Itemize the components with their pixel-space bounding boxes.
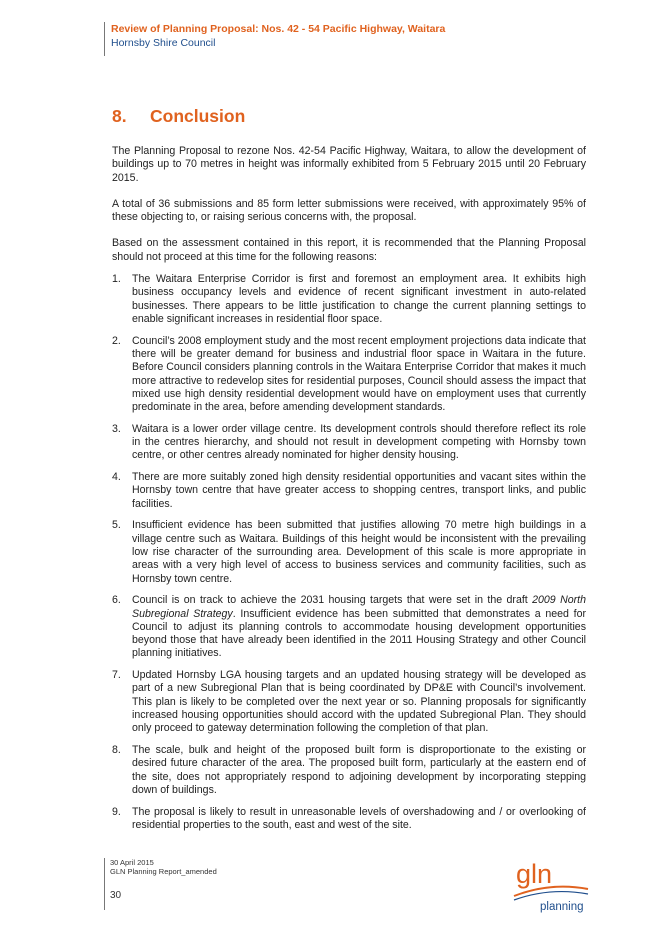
list-item: 5. Insufficient evidence has been submitted that justifies allowing 70 metre high buildings in a village centre such as Waitara. Buildings of this height would be inconsistent with the prevailing low rise character of the surrounding area. Development of this scale is more appropriate in areas with a very high level of access to business services and community facilities, such as Hornsby town centre. bbox=[112, 519, 586, 585]
list-item: 7. Updated Hornsby LGA housing targets and an updated housing strategy will be developed as part of a new Subregional Plan that is being coordinated by DP&E with Council’s involvement. This plan is likely to be completed over the next year or so. Planning proposals for significantly increased housing opportunities should accord with the updated Subregional Plan. They should only proceed to gateway determination following the completion of that plan. bbox=[112, 669, 586, 735]
document-name: GLN Planning Report_amended bbox=[110, 867, 217, 876]
list-item: 1. The Waitara Enterprise Corridor is first and foremost an employment area. It exhibits high business occupancy levels and evidence of recent significant investment in auto-related businesses. There appears to be little justification to change the current planning settings to enable significant increases in residential floor space. bbox=[112, 273, 586, 325]
paragraph: The Planning Proposal to rezone Nos. 42-54 Pacific Highway, Waitara, to allow the development of buildings up to 70 metres in height was informally exhibited from 5 February 2015 until 20 February 2015. bbox=[112, 145, 586, 184]
list-item: 9. The proposal is likely to result in unreasonable levels of overshadowing and / or overlooking of residential properties to the south, east and west of the site. bbox=[112, 805, 586, 831]
main-content bbox=[112, 106, 586, 841]
council-name: Hornsby Shire Council bbox=[111, 37, 216, 49]
list-item: 3. Waitara is a lower order village centre. Its development controls should therefore reflect its role in the centres hierarchy, and should not result in development competing with Hornsby town centre, or other centres already nominated for higher density housing. bbox=[112, 422, 586, 462]
page-footer bbox=[104, 858, 217, 910]
gln-planning-logo-icon bbox=[512, 856, 590, 914]
logo-subtext: planning bbox=[540, 901, 584, 913]
list-item: 4. There are more suitably zoned high density residential opportunities and vacant sites within the Hornsby town centre that have greater access to shopping centres, transport links, and public facilities. bbox=[112, 471, 586, 510]
report-title: Review of Planning Proposal: Nos. 42 - 54 Pacific Highway, Waitara bbox=[111, 23, 446, 35]
list-item: 6. Council is on track to achieve the 2031 housing targets that were set in the draft 2009 North Subregional Strategy. Insufficient evidence has been submitted that demonstrates a need for Council to adjust its planning controls to accommodate housing development opportunities beyond those that have already been identified in the 2011 Housing Strategy and other Council planning initiatives. bbox=[112, 594, 586, 660]
page-number: 30 bbox=[110, 890, 122, 901]
logo-word: gln bbox=[516, 859, 553, 889]
page-header bbox=[104, 22, 445, 56]
paragraph: A total of 36 submissions and 85 form letter submissions were received, with approximately 95% of these objecting to, or raising serious concerns with, the proposal. bbox=[112, 197, 586, 224]
report-date: 30 April 2015 bbox=[110, 858, 154, 867]
section-heading bbox=[112, 106, 586, 127]
section-title: Conclusion bbox=[150, 106, 246, 126]
list-item: 2. Council’s 2008 employment study and the most recent employment projections data indicate that there will be greater demand for business and industrial floor space in Waitara in the future. Before Council considers planning controls in the Waitara Enterprise Corridor that makes it much more attractive to redevelop sites for residential purposes, Council should assess the impact that mixed use high density residential development would have on employment uses that currently predominate in the area, before amending development standards. bbox=[112, 334, 586, 414]
section-number: 8. bbox=[112, 106, 127, 126]
list-item: 8. The scale, bulk and height of the proposed built form is disproportionate to the existing or desired future character of the area. The proposed built form, particularly at the eastern end of the site, does not appropriately respond to adjoining development by incorporating stepping down of buildings. bbox=[112, 744, 586, 796]
reasons-list bbox=[112, 273, 586, 832]
paragraph: Based on the assessment contained in this report, it is recommended that the Planning Proposal should not proceed at this time for the following reasons: bbox=[112, 237, 586, 263]
